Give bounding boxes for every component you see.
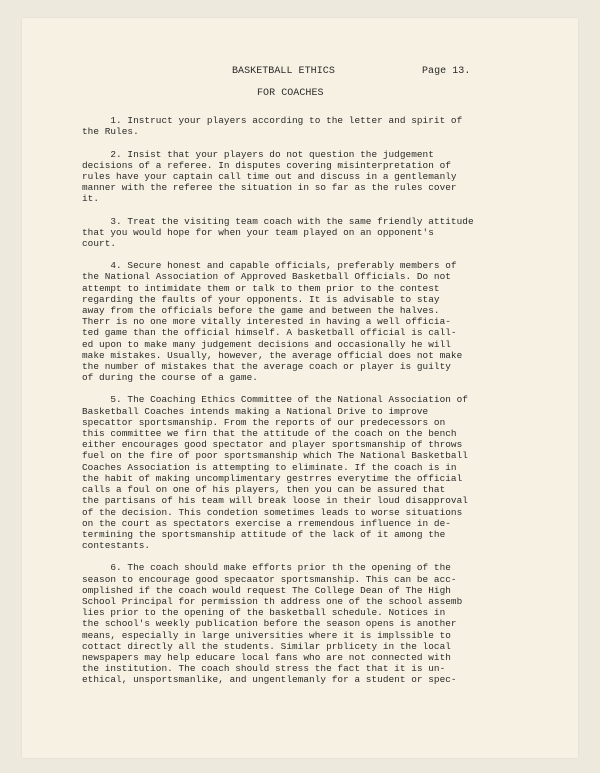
text-line: means, especially in large universities where it is implssible to bbox=[82, 629, 451, 641]
text-line: 3. Treat the visiting team coach with the same friendly attitude bbox=[82, 215, 474, 227]
paragraph-list bbox=[82, 115, 537, 685]
text-line: ed upon to make many judgement decisions and occasionally he will bbox=[82, 338, 451, 350]
text-line: Basketball Coaches intends making a National Drive to improve bbox=[82, 405, 429, 417]
text-line: rules have your captain call time out and discuss in a gentlemanly bbox=[82, 171, 457, 183]
text-line: the Rules. bbox=[82, 126, 139, 138]
text-line: attempt to intimidate them or talk to them prior to the contest bbox=[82, 282, 440, 294]
text-line: the school's weekly publication before the season opens is another bbox=[82, 618, 457, 630]
text-line: lies prior to the opening of the basketball schedule. Notices in bbox=[82, 607, 446, 619]
text-line: the number of mistakes that the average coach or player is guilty bbox=[82, 361, 451, 373]
text-line: 6. The coach should make efforts prior th the opening of the bbox=[82, 562, 451, 574]
text-line: the National Association of Approved Basketball Officials. Do not bbox=[82, 271, 451, 283]
text-line: termining the sportsmanship attitude of the lack of it among the bbox=[82, 528, 446, 540]
text-line: court. bbox=[82, 238, 117, 250]
text-line: Therr is no one more vitally interested in having a well officia- bbox=[82, 316, 451, 328]
text-line: calls a foul on one of his players, then you can be assured that bbox=[82, 484, 446, 496]
text-line: cottact directly all the students. Similar prblicety in the local bbox=[82, 640, 451, 652]
text-line: contestants. bbox=[82, 540, 151, 552]
header-row bbox=[82, 66, 537, 88]
document-subtitle: FOR COACHES bbox=[257, 88, 324, 99]
page-number: Page 13. bbox=[422, 66, 471, 77]
text-line: that you would hope for when your team played on an opponent's bbox=[82, 226, 434, 238]
text-line: manner with the referee the situation in so far as the rules cover bbox=[82, 182, 457, 194]
text-line: 1. Instruct your players according to the letter and spirit of bbox=[82, 115, 463, 127]
text-line: newspapers may help educare local fans who are not connected with bbox=[82, 651, 451, 663]
text-line: the institution. The coach should stress the fact that it is un- bbox=[82, 663, 446, 675]
text-line: ted game than the official himself. A basketball official is call- bbox=[82, 327, 457, 339]
text-line: omplished if the coach would request The College Dean of The High bbox=[82, 584, 451, 596]
paragraph-3 bbox=[82, 216, 537, 250]
typed-text-area bbox=[82, 66, 537, 697]
text-line: make mistakes. Usually, however, the average official does not make bbox=[82, 349, 463, 361]
text-line: specattor sportsmanship. From the reports of our predecessors on bbox=[82, 416, 446, 428]
paragraph-5 bbox=[82, 394, 537, 551]
paragraph-1 bbox=[82, 115, 537, 137]
text-line: this committee we firn that the attitude of the coach on the bench bbox=[82, 428, 457, 440]
text-line: School Principal for permission th address one of the school assemb bbox=[82, 595, 463, 607]
paragraph-2 bbox=[82, 149, 537, 205]
paragraph-4 bbox=[82, 260, 537, 383]
text-line: of during the course of a game. bbox=[82, 372, 258, 384]
text-line: it. bbox=[82, 193, 100, 205]
text-line: decisions of a referee. In disputes covering misinterpretation of bbox=[82, 159, 451, 171]
text-line: 4. Secure honest and capable officials, preferably members of bbox=[82, 260, 457, 272]
text-line: either encourages good spectator and player sportsmanship of throws bbox=[82, 439, 463, 451]
text-line: fuel on the fire of poor sportsmanship which The National Basketball bbox=[82, 450, 468, 462]
text-line: regarding the faults of your opponents. It is advisable to stay bbox=[82, 293, 440, 305]
text-line: away from the officials before the game and between the halves. bbox=[82, 305, 440, 317]
text-line: 5. The Coaching Ethics Committee of the National Association of bbox=[82, 394, 468, 406]
text-line: season to encourage good specaator sportsmanship. This can be acc- bbox=[82, 573, 457, 585]
paragraph-6 bbox=[82, 562, 537, 685]
text-line: ethical, unsportsmanlike, and ungentlemanly for a student or spec- bbox=[82, 674, 457, 686]
text-line: of the decision. This condetion sometimes leads to worse situations bbox=[82, 506, 463, 518]
text-line: Coaches Association is attempting to eliminate. If the coach is in bbox=[82, 461, 457, 473]
text-line: the partisans of his team will break loose in their loud disapproval bbox=[82, 495, 468, 507]
text-line: on the court as spectators exercise a rremendous influence in de- bbox=[82, 517, 451, 529]
text-line: 2. Insist that your players do not question the judgement bbox=[82, 148, 434, 160]
text-line: the habit of making uncomplimentary gestrres everytime the official bbox=[82, 472, 463, 484]
document-title: BASKETBALL ETHICS bbox=[232, 66, 335, 77]
